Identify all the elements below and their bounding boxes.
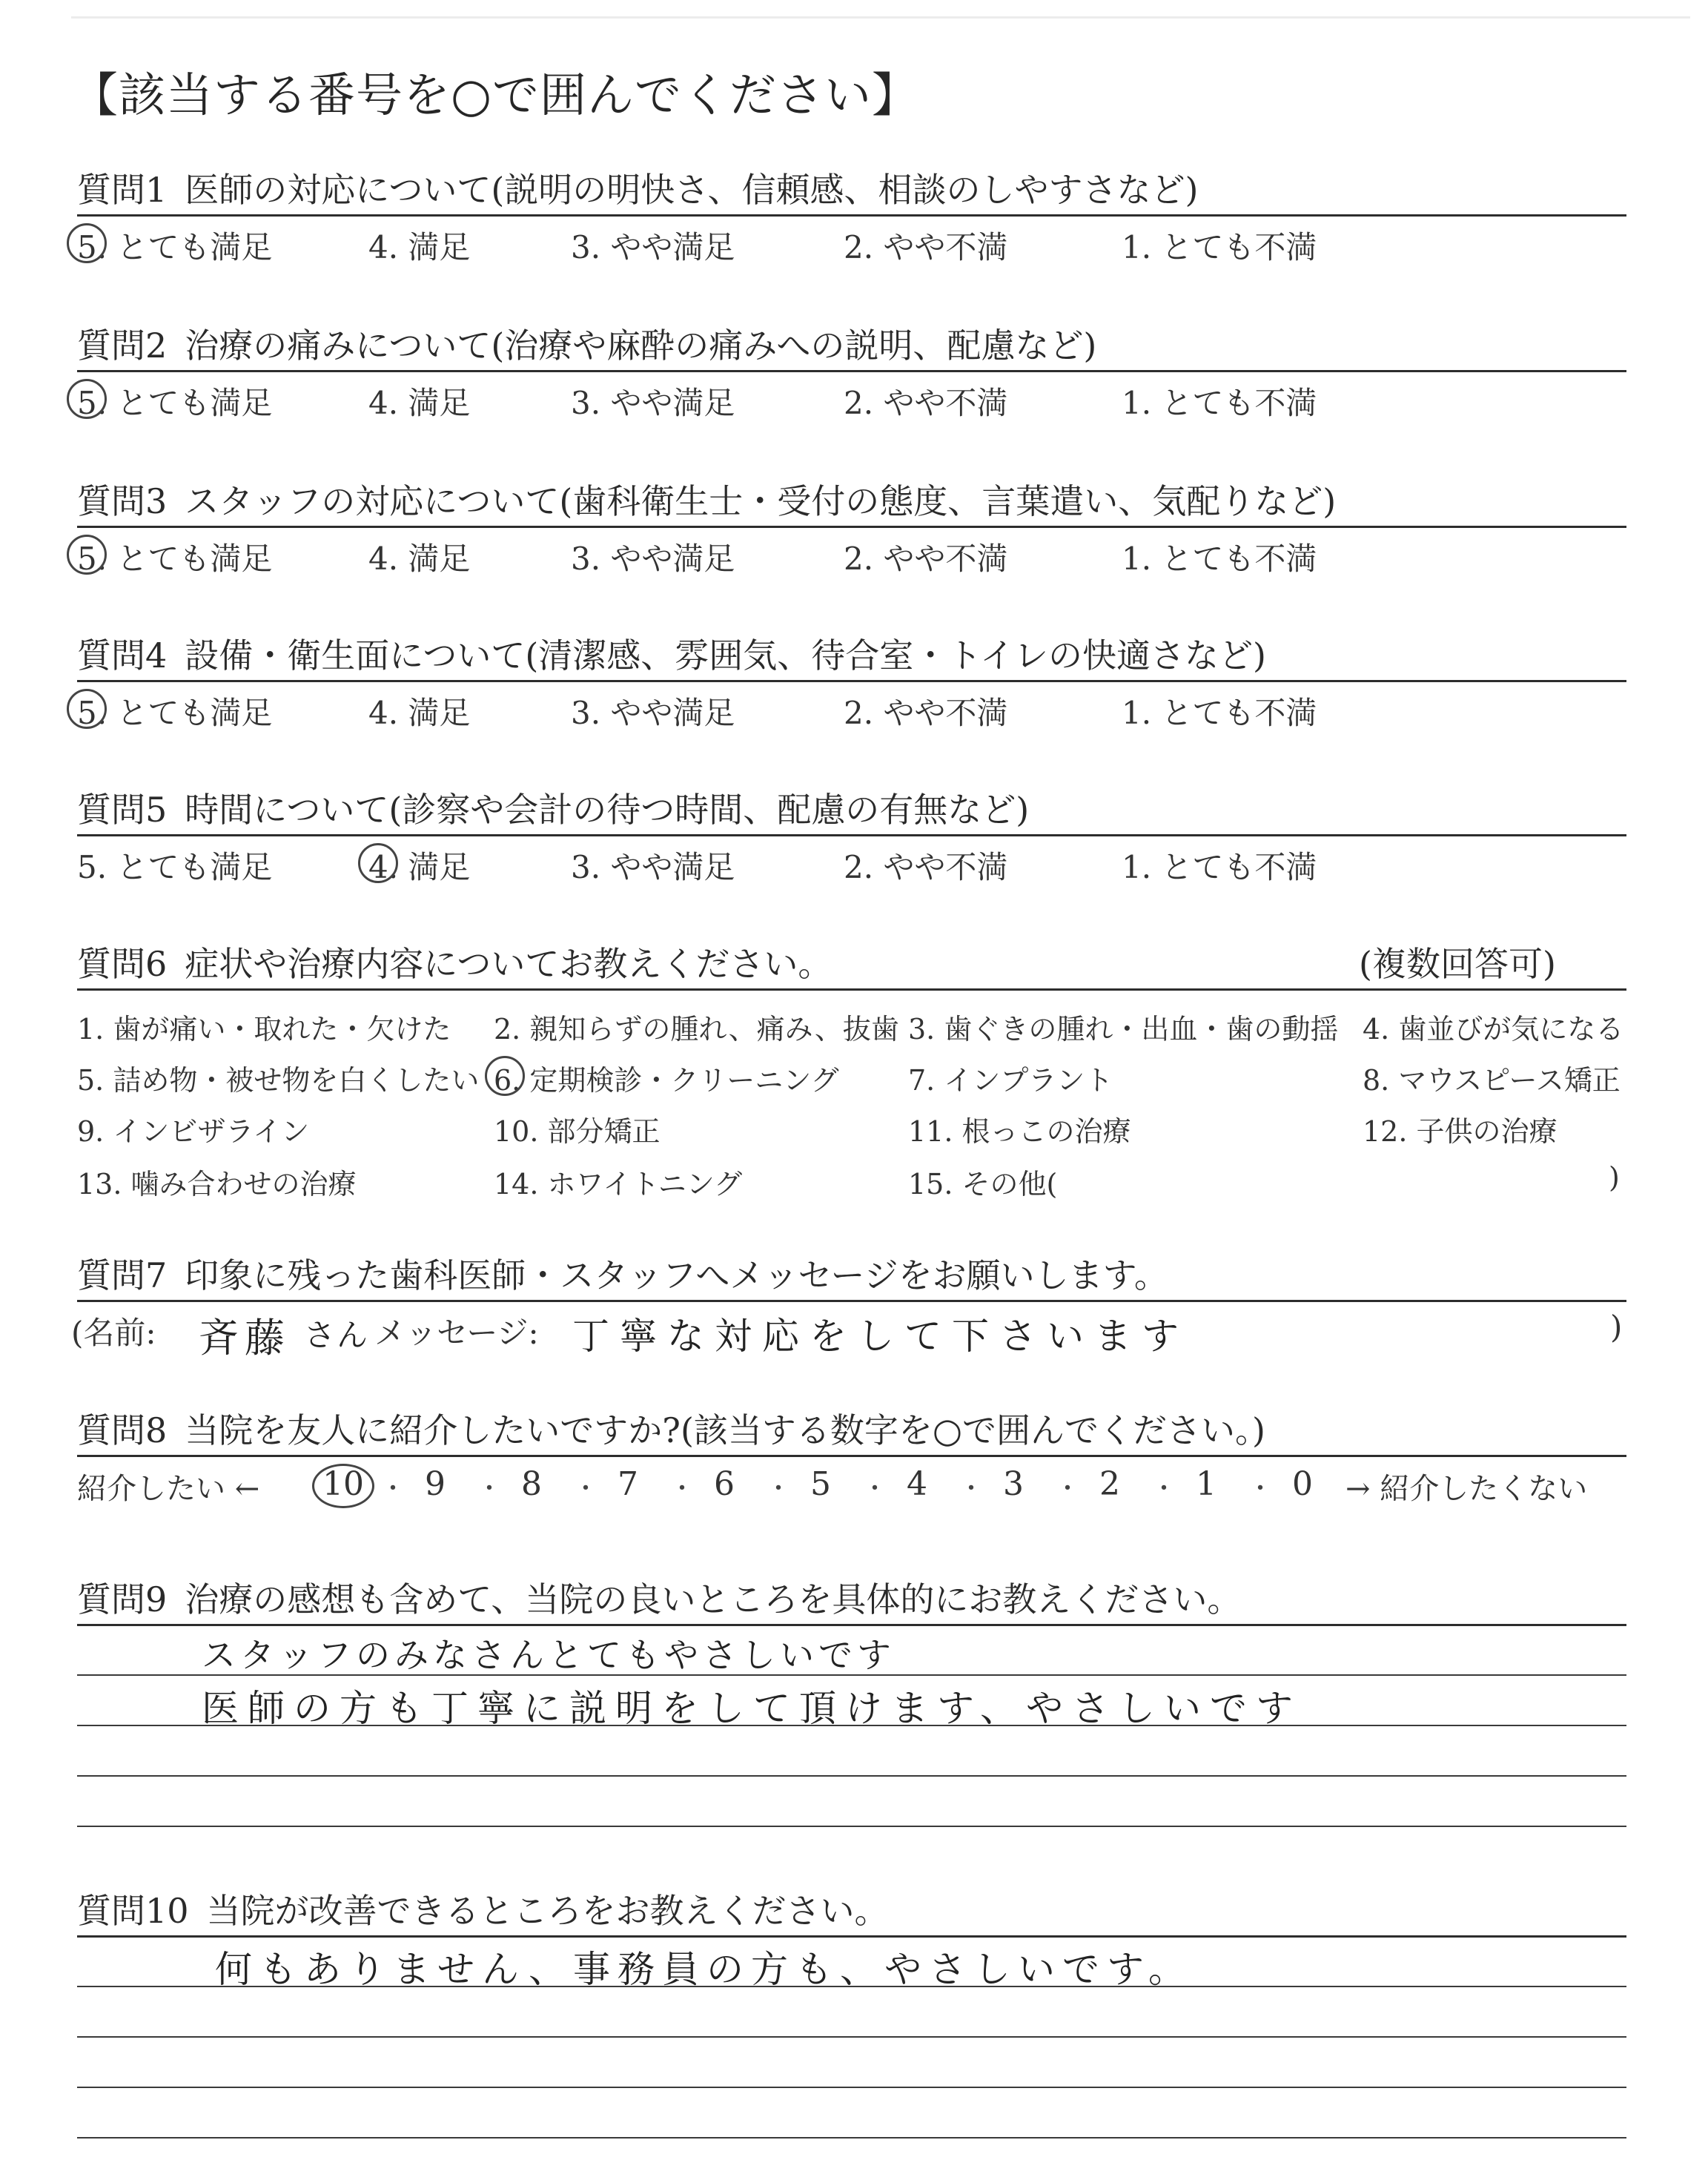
q8-left-label: 紹介したい ← (77, 1472, 260, 1506)
q8-scale-7[interactable]: 7 (618, 1465, 638, 1503)
q7-number: 質問7 (77, 1255, 168, 1295)
q1-option-4[interactable]: 4. 満足 (368, 229, 471, 265)
q5-title (77, 783, 1029, 832)
q3-title (77, 475, 1336, 524)
q7-message-label: メッセージ: (374, 1315, 539, 1351)
q8-number: 質問8 (77, 1410, 168, 1450)
q2-number: 質問2 (77, 326, 168, 366)
q7-name-label: (名前: (71, 1315, 156, 1351)
q6-option-7[interactable]: 7. インプラント (908, 1064, 1113, 1097)
q9-number: 質問9 (77, 1579, 168, 1619)
q5-number: 質問5 (77, 790, 168, 830)
q8-scale-separator: ・ (1248, 1474, 1273, 1504)
q8-title (77, 1404, 1265, 1453)
q1-option-3[interactable]: 3. やや満足 (571, 229, 735, 265)
q5-option-2[interactable]: 2. やや不満 (844, 849, 1008, 885)
q8-scale-10[interactable]: 10 (322, 1465, 364, 1503)
q8-rule (77, 1455, 1626, 1457)
q2-option-5[interactable]: 5. とても満足 (77, 385, 273, 421)
q10-answer-line-1[interactable]: 何もありません、事務員の方も、やさしいです。 (215, 1948, 1193, 1991)
q6-option-10[interactable]: 10. 部分矯正 (494, 1115, 661, 1148)
q6-option-9[interactable]: 9. インビザライン (77, 1115, 310, 1148)
q4-option-5[interactable]: 5. とても満足 (77, 695, 273, 731)
q6-option-13[interactable]: 13. 噛み合わせの治療 (77, 1168, 357, 1200)
q2-option-4[interactable]: 4. 満足 (368, 385, 471, 421)
q5-selected-circle (358, 843, 398, 883)
q8-scale-5[interactable]: 5 (810, 1465, 831, 1503)
q7-san: さん (304, 1317, 370, 1353)
q3-option-3[interactable]: 3. やや満足 (571, 541, 735, 577)
q8-scale-8[interactable]: 8 (521, 1465, 542, 1503)
q5-rule (77, 834, 1626, 836)
q1-title (77, 163, 1198, 212)
q6-option-11[interactable]: 11. 根っこの治療 (908, 1115, 1131, 1148)
q6-option-12[interactable]: 12. 子供の治療 (1363, 1115, 1558, 1148)
instruction-header: 【該当する番号を○で囲んでください】 (71, 68, 919, 122)
q10-title (77, 1884, 889, 1933)
q2-title (77, 319, 1096, 368)
q1-rule (77, 214, 1626, 217)
q6-title (77, 937, 1556, 986)
q3-rule (77, 526, 1626, 528)
q5-option-4[interactable]: 4. 満足 (368, 849, 471, 885)
q1-option-2[interactable]: 2. やや不満 (844, 229, 1008, 265)
q9-answer-line-1[interactable]: スタッフのみなさんとてもやさしいです (202, 1635, 896, 1675)
q4-option-1[interactable]: 1. とても不満 (1122, 695, 1317, 731)
q6-option-4[interactable]: 4. 歯並びが気になる (1363, 1013, 1624, 1046)
q2-option-3[interactable]: 3. やや満足 (571, 385, 735, 421)
q4-number: 質問4 (77, 635, 168, 676)
q1-text: 医師の対応について(説明の明快さ、信頼感、相談のしやすさなど) (185, 170, 1199, 210)
q6-option-14[interactable]: 14. ホワイトニング (494, 1168, 743, 1200)
q3-option-1[interactable]: 1. とても不満 (1122, 541, 1317, 577)
q5-option-1[interactable]: 1. とても不満 (1122, 849, 1317, 885)
q8-scale-2[interactable]: 2 (1099, 1465, 1120, 1503)
q7-title (77, 1249, 1168, 1298)
q9-answer-line-2[interactable]: 医師の方も丁寧に説明をして頂けます、やさしいです (202, 1687, 1302, 1730)
q3-option-2[interactable]: 2. やや不満 (844, 541, 1008, 577)
q6-option-15[interactable]: 15. その他( (908, 1168, 1058, 1200)
q2-selected-circle (67, 379, 107, 419)
q8-scale-separator: ・ (1151, 1474, 1176, 1504)
q10-write-line (77, 2137, 1626, 2138)
q1-selected-circle (67, 223, 107, 263)
q6-text: 症状や治療内容についてお教えください。 (185, 944, 833, 984)
q8-scale-0[interactable]: 0 (1292, 1465, 1313, 1503)
q8-scale-separator: ・ (766, 1474, 791, 1504)
q8-scale-4[interactable]: 4 (907, 1465, 927, 1503)
q9-write-line (77, 1826, 1626, 1827)
q9-text: 治療の感想も含めて、当院の良いところを具体的にお教えください。 (185, 1579, 1242, 1619)
q8-scale-separator: ・ (477, 1474, 502, 1504)
q4-title (77, 629, 1266, 678)
q5-text: 時間について(診察や会計の待つ時間、配慮の有無など) (185, 790, 1030, 830)
q9-title (77, 1573, 1241, 1622)
q10-text: 当院が改善できるところをお教えください。 (206, 1891, 889, 1931)
q4-text: 設備・衛生面について(清潔感、雰囲気、待合室・トイレの快適さなど) (185, 635, 1266, 676)
q8-scale-separator: ・ (862, 1474, 887, 1504)
q8-scale-separator: ・ (380, 1474, 406, 1504)
q10-rule (77, 1935, 1626, 1938)
q6-multiple-note: (複数回答可) (1359, 944, 1556, 984)
q3-selected-circle (67, 535, 107, 575)
q4-rule (77, 680, 1626, 682)
q4-selected-circle (67, 689, 107, 729)
q6-selected-circle (485, 1056, 525, 1096)
q3-text: スタッフの対応について(歯科衛生士・受付の態度、言葉遣い、気配りなど) (185, 481, 1337, 521)
q8-scale-separator: ・ (573, 1474, 598, 1504)
q10-write-line (77, 2036, 1626, 2038)
q6-option-2[interactable]: 2. 親知らずの腫れ、痛み、抜歯 (494, 1013, 899, 1046)
q3-option-5[interactable]: 5. とても満足 (77, 541, 273, 577)
q2-rule (77, 370, 1626, 372)
q6-option-3[interactable]: 3. 歯ぐきの腫れ・出血・歯の動揺 (908, 1013, 1339, 1046)
q9-rule (77, 1624, 1626, 1626)
q7-rule (77, 1300, 1626, 1302)
q8-scale-6[interactable]: 6 (714, 1465, 735, 1503)
q7-text: 印象に残った歯科医師・スタッフへメッセージをお願いします。 (185, 1255, 1168, 1295)
q3-option-4[interactable]: 4. 満足 (368, 541, 471, 577)
q2-text: 治療の痛みについて(治療や麻酔の痛みへの説明、配慮など) (185, 326, 1097, 366)
q8-scale-separator: ・ (959, 1474, 984, 1504)
q6-option-8[interactable]: 8. マウスピース矯正 (1363, 1064, 1621, 1097)
q8-scale-1[interactable]: 1 (1196, 1465, 1217, 1503)
q1-option-5[interactable]: 5. とても満足 (77, 229, 273, 265)
q8-scale-9[interactable]: 9 (425, 1465, 446, 1503)
q7-name-value[interactable]: 斉藤 (199, 1315, 291, 1361)
q6-option-close-paren: ) (1609, 1161, 1620, 1194)
q8-scale-separator: ・ (1055, 1474, 1080, 1504)
q8-scale-3[interactable]: 3 (1003, 1465, 1024, 1503)
q1-number: 質問1 (77, 170, 168, 210)
q4-option-4[interactable]: 4. 満足 (368, 695, 471, 731)
q8-selected-circle (312, 1464, 374, 1508)
q7-message-value[interactable]: 丁寧な対応をして下さいます (572, 1315, 1189, 1358)
q6-rule (77, 988, 1626, 991)
q1-option-1[interactable]: 1. とても不満 (1122, 229, 1317, 265)
q2-option-1[interactable]: 1. とても不満 (1122, 385, 1317, 421)
q4-option-3[interactable]: 3. やや満足 (571, 695, 735, 731)
q3-number: 質問3 (77, 481, 168, 521)
q10-write-line (77, 2087, 1626, 2088)
q10-number: 質問10 (77, 1891, 189, 1931)
q7-close-paren: ) (1610, 1309, 1623, 1345)
q8-text: 当院を友人に紹介したいですか?(該当する数字を○で囲んでください。) (185, 1410, 1265, 1450)
scan-top-edge (71, 16, 1690, 19)
q6-number: 質問6 (77, 944, 168, 984)
q5-option-5[interactable]: 5. とても満足 (77, 849, 273, 885)
q6-option-1[interactable]: 1. 歯が痛い・取れた・欠けた (77, 1013, 451, 1046)
q8-scale-separator: ・ (669, 1474, 695, 1504)
q9-write-line (77, 1775, 1626, 1777)
q5-option-3[interactable]: 3. やや満足 (571, 849, 735, 885)
q2-option-2[interactable]: 2. やや不満 (844, 385, 1008, 421)
q6-option-5[interactable]: 5. 詰め物・被せ物を白くしたい (77, 1064, 480, 1097)
q6-option-6[interactable]: 6. 定期検診・クリーニング (494, 1064, 839, 1097)
q4-option-2[interactable]: 2. やや不満 (844, 695, 1008, 731)
q8-right-label: → 紹介したくない (1345, 1472, 1588, 1506)
